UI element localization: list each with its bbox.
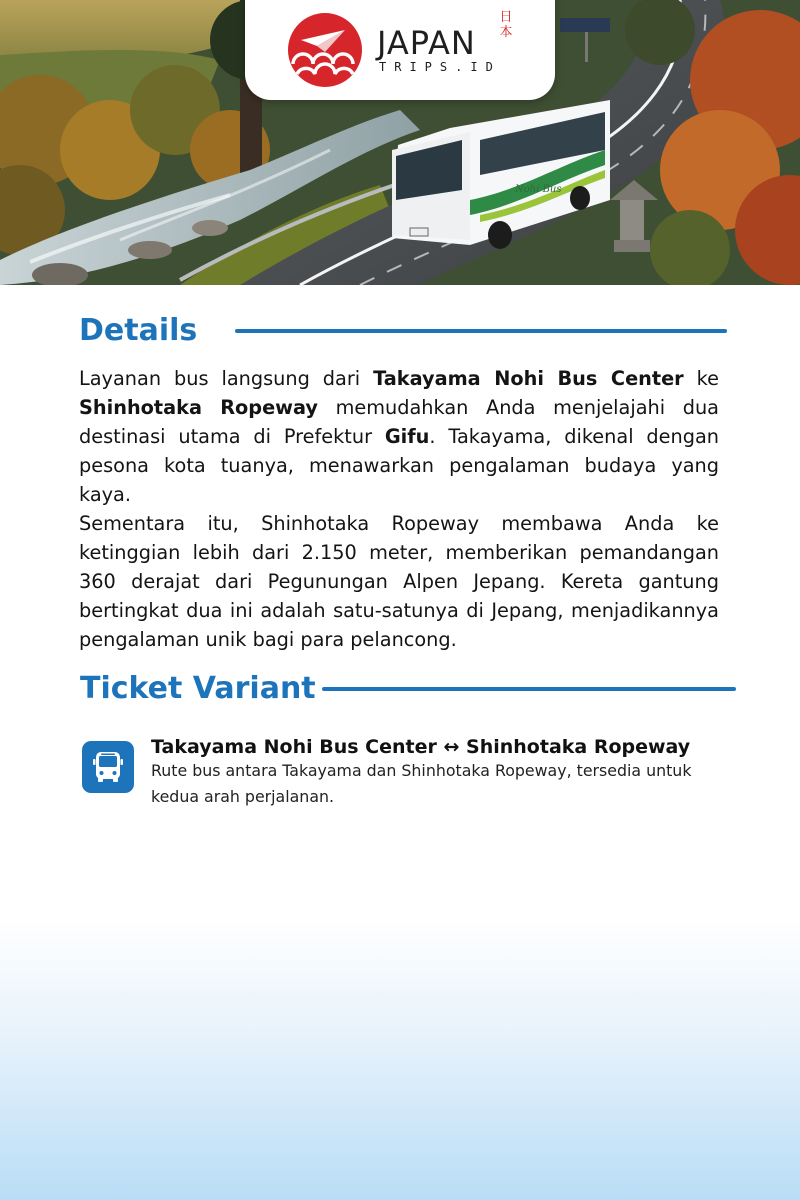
bus-brand-label: Nohi Bus <box>515 184 562 195</box>
ticket-variant-header <box>80 671 736 707</box>
details-divider <box>235 329 727 333</box>
logo-tab[interactable] <box>245 0 555 100</box>
details-body <box>79 364 719 654</box>
details-title: Details <box>79 313 198 348</box>
destination-highlight: Shinhotaka Ropeway <box>79 396 318 419</box>
details-header <box>79 313 727 349</box>
details-text: Layanan bus langsung dari <box>79 367 374 390</box>
brand-logo-icon <box>287 12 363 88</box>
bus-icon <box>82 741 134 793</box>
ticket-variant-title: Ticket Variant <box>80 671 316 706</box>
brand-name: JAPAN <box>377 24 476 62</box>
brand-kanji: 日本 <box>499 10 513 40</box>
details-text: ke <box>683 367 719 390</box>
origin-highlight: Takayama Nohi Bus Center <box>373 367 684 390</box>
details-paragraph-1 <box>79 364 719 509</box>
details-text: memudahkan Anda menjelajahi dua destinasi utama di Prefektur <box>79 396 720 448</box>
ticket-variant-description: Rute bus antara Takayama dan Shinhotaka Ropeway, tersedia untuk kedua arah perjalanan. <box>151 761 692 806</box>
details-text: . Takayama, dikenal dengan pesona kota tuanya, menawarkan pengalaman budaya yang kaya. <box>79 425 719 506</box>
brand-subtitle: TRIPS.ID <box>379 60 501 74</box>
ticket-variant-route: Takayama Nohi Bus Center ↔ Shinhotaka Ropeway <box>151 736 691 758</box>
ticket-variant-divider <box>322 687 736 691</box>
details-paragraph-2: Sementara itu, Shinhotaka Ropeway membawa Anda ke ketinggian lebih dari 2.150 meter, memberikan pemandangan 360 derajat dari Pegunungan Alpen Jepang. Kereta gantung bertingkat dua ini adalah satu-satunya di Jepang, menjadikannya pengalaman unik bagi para pelancong. <box>79 512 719 651</box>
brand-wordmark <box>377 26 501 74</box>
prefecture-highlight: Gifu <box>384 425 430 448</box>
